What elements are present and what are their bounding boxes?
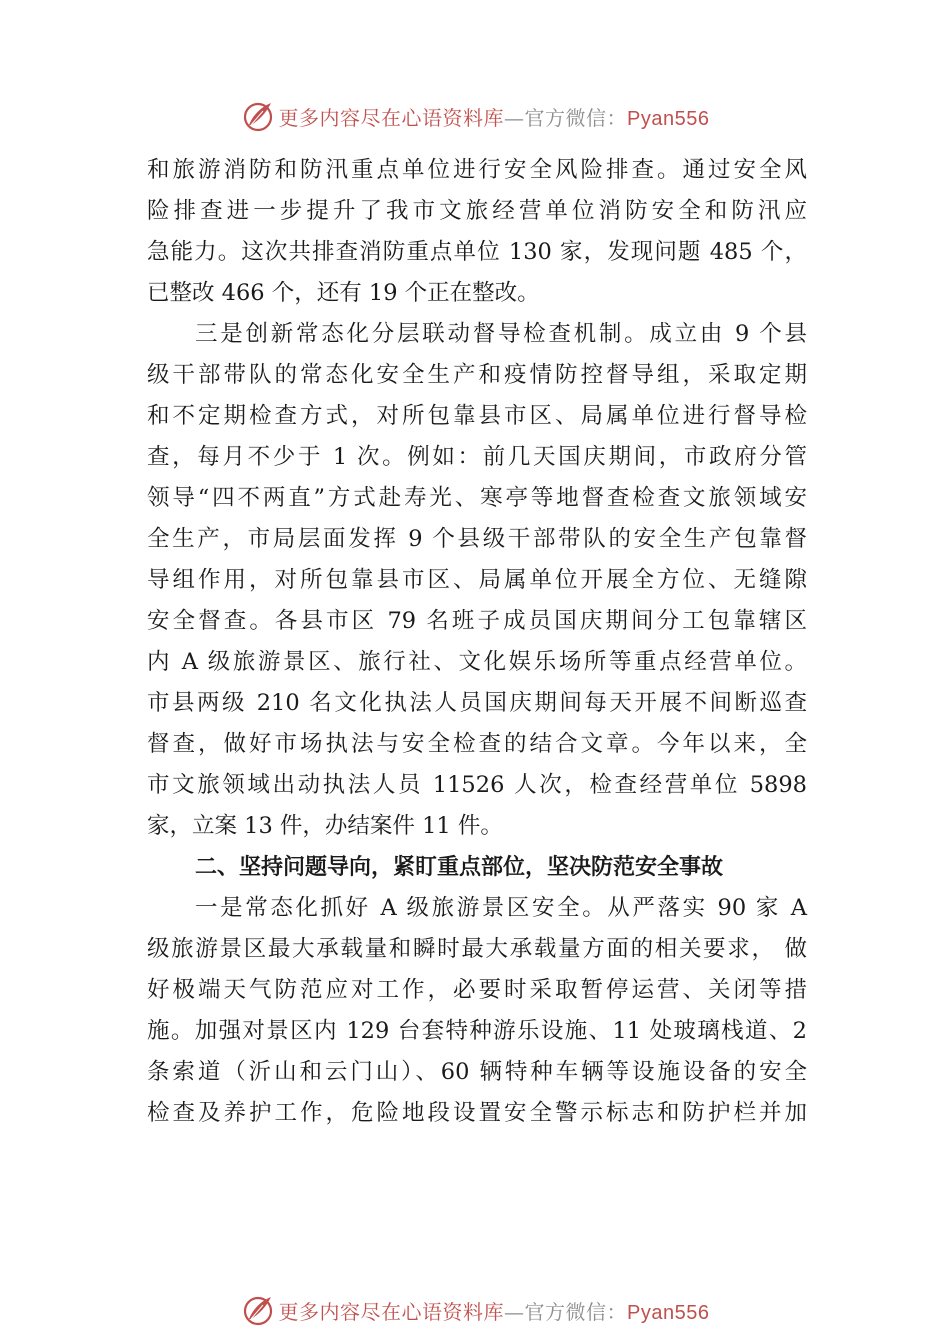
- banner-wechat-id: Pyan556: [627, 107, 710, 130]
- text-line: 险排查进一步提升了我市文旅经营单位消防安全和防汛应: [147, 198, 807, 224]
- text-line: 检查及养护工作，危险地段设置安全警示标志和防护栏并加: [147, 1100, 807, 1126]
- section-heading: 二、坚持问题导向，紧盯重点部位，坚决防范安全事故: [195, 855, 724, 880]
- text-line: 安全督查。各县市区 79 名班子成员国庆期间分工包靠辖区: [147, 608, 807, 634]
- feather-pen-logo-icon: [241, 1293, 275, 1327]
- banner-wechat-label: 官方微信：: [524, 105, 628, 130]
- banner-text: [279, 102, 710, 131]
- text-line: 急能力。这次共排查消防重点单位 130 家，发现问题 485 个，: [147, 239, 807, 265]
- text-line: 导组作用，对所包靠县市区、局属单位开展全方位、无缝隙: [147, 567, 807, 593]
- text-line: 好极端天气防范应对工作，必要时采取暂停运营、关闭等措: [147, 977, 807, 1003]
- text-line: 一是常态化抓好 A 级旅游景区安全。从严落实 90 家 A: [195, 895, 807, 921]
- text-line: 内 A 级旅游景区、旅行社、文化娱乐场所等重点经营单位。: [147, 649, 807, 675]
- text-line: 施。加强对景区内 129 台套特种游乐设施、11 处玻璃栈道、2: [147, 1018, 807, 1044]
- text-line: 和旅游消防和防汛重点单位进行安全风险排查。通过安全风: [147, 157, 807, 183]
- text-line: 和不定期检查方式，对所包靠县市区、局属单位进行督导检: [147, 403, 807, 429]
- banner-wechat-id: Pyan556: [627, 1301, 710, 1324]
- document-body: [147, 150, 807, 1134]
- banner-title: 更多内容尽在心语资料库: [278, 105, 505, 130]
- banner-wechat-label: 官方微信：: [524, 1299, 628, 1324]
- banner-title: 更多内容尽在心语资料库: [278, 1299, 505, 1324]
- paragraph-2: [147, 314, 807, 847]
- text-line: 市县两级 210 名文化执法人员国庆期间每天开展不间断巡查: [147, 690, 807, 716]
- text-line: 领导“四不两直”方式赴寿光、寒亭等地督查检查文旅领域安: [147, 485, 807, 511]
- text-line: 三是创新常态化分层联动督导检查机制。成立由 9 个县: [195, 321, 807, 347]
- text-line: 家，立案 13 件，办结案件 11 件。: [147, 813, 503, 839]
- banner-text: [279, 1296, 710, 1325]
- text-line: 市文旅领域出动执法人员 11526 人次，检查经营单位 5898: [147, 772, 807, 798]
- text-line: 查，每月不少于 1 次。例如：前几天国庆期间，市政府分管: [147, 444, 807, 470]
- banner-dash: —: [504, 1299, 525, 1324]
- banner-dash: —: [504, 105, 525, 130]
- text-line: 级干部带队的常态化安全生产和疫情防控督导组，采取定期: [147, 362, 807, 388]
- paragraph-1: [147, 150, 807, 314]
- header-banner: [0, 96, 950, 136]
- text-line: 全生产，市局层面发挥 9 个县级干部带队的安全生产包靠督: [147, 526, 807, 552]
- paragraph-3: [147, 888, 807, 1134]
- feather-pen-logo-icon: [241, 99, 275, 133]
- text-line: 已整改 466 个，还有 19 个正在整改。: [147, 280, 540, 306]
- text-line: 条索道（沂山和云门山）、60 辆特种车辆等设施设备的安全: [147, 1059, 807, 1085]
- footer-banner: [0, 1290, 950, 1330]
- text-line: 督查，做好市场执法与安全检查的结合文章。今年以来，全: [147, 731, 807, 757]
- text-line: 级旅游景区最大承载量和瞬时最大承载量方面的相关要求， 做: [147, 936, 807, 962]
